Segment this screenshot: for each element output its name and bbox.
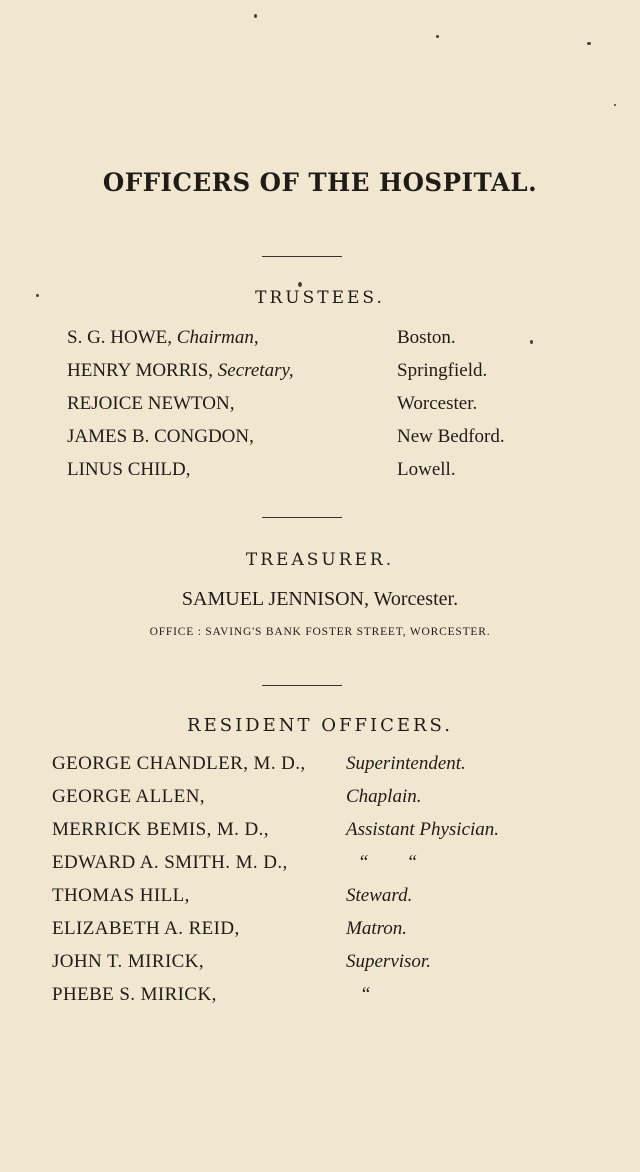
ditto-mark: “ bbox=[360, 984, 371, 1005]
treasurer-heading: TREASURER. bbox=[245, 550, 395, 570]
trustee-place: New Bedford. bbox=[397, 426, 505, 447]
resident-officers-heading: RESIDENT OFFICERS. bbox=[187, 715, 453, 736]
trustee-name: LINUS CHILD, bbox=[67, 459, 191, 480]
officer-name: THOMAS HILL, bbox=[52, 885, 190, 906]
officer-role: Steward. bbox=[346, 885, 413, 906]
trustee-place: Worcester. bbox=[397, 393, 478, 414]
officer-name: GEORGE CHANDLER, M. D., bbox=[52, 753, 306, 774]
officer-name: GEORGE ALLEN, bbox=[52, 786, 205, 807]
trustee-role: Secretary, bbox=[217, 360, 294, 381]
trustee-name: JAMES B. CONGDON, bbox=[67, 426, 254, 447]
trustees-heading: TRUSTEES. bbox=[255, 288, 385, 308]
officer-role: Supervisor. bbox=[346, 951, 431, 972]
officer-role: Assistant Physician. bbox=[346, 819, 500, 840]
paper-speck bbox=[530, 340, 533, 344]
divider bbox=[262, 685, 342, 686]
officer-name: MERRICK BEMIS, M. D., bbox=[52, 819, 269, 840]
officer-name: JOHN T. MIRICK, bbox=[52, 951, 205, 972]
treasurer-name: SAMUEL JENNISON, Worcester. bbox=[181, 588, 459, 610]
paper-speck bbox=[254, 14, 257, 18]
paper-speck bbox=[614, 104, 616, 106]
paper-speck bbox=[36, 294, 39, 297]
trustee-place: Lowell. bbox=[397, 459, 456, 480]
paper-speck bbox=[436, 35, 439, 38]
officer-role: Chaplain. bbox=[346, 786, 422, 807]
trustee-name: S. G. HOWE, bbox=[67, 327, 173, 348]
trustee-name: HENRY MORRIS, bbox=[67, 360, 214, 381]
paper-speck bbox=[587, 42, 591, 45]
officer-name: ELIZABETH A. REID, bbox=[52, 918, 240, 939]
ditto-mark: “ “ bbox=[358, 852, 418, 873]
trustee-place: Springfield. bbox=[397, 360, 488, 381]
officer-name: EDWARD A. SMITH. M. D., bbox=[52, 852, 288, 873]
treasurer-office: OFFICE : SAVING'S BANK FOSTER STREET, WORCESTER. bbox=[149, 626, 491, 638]
officer-name: PHEBE S. MIRICK, bbox=[52, 984, 217, 1005]
trustee-place: Boston. bbox=[397, 327, 456, 348]
officer-role: Matron. bbox=[346, 918, 408, 939]
divider bbox=[262, 517, 342, 518]
trustee-entry bbox=[67, 360, 294, 382]
trustee-entry bbox=[67, 327, 259, 349]
trustee-role: Chairman, bbox=[176, 327, 259, 348]
paper-speck bbox=[298, 282, 302, 287]
trustee-name: REJOICE NEWTON, bbox=[67, 393, 235, 414]
officer-role: Superintendent. bbox=[346, 753, 466, 774]
divider bbox=[262, 256, 342, 257]
page-title: OFFICERS OF THE HOSPITAL. bbox=[102, 168, 538, 197]
